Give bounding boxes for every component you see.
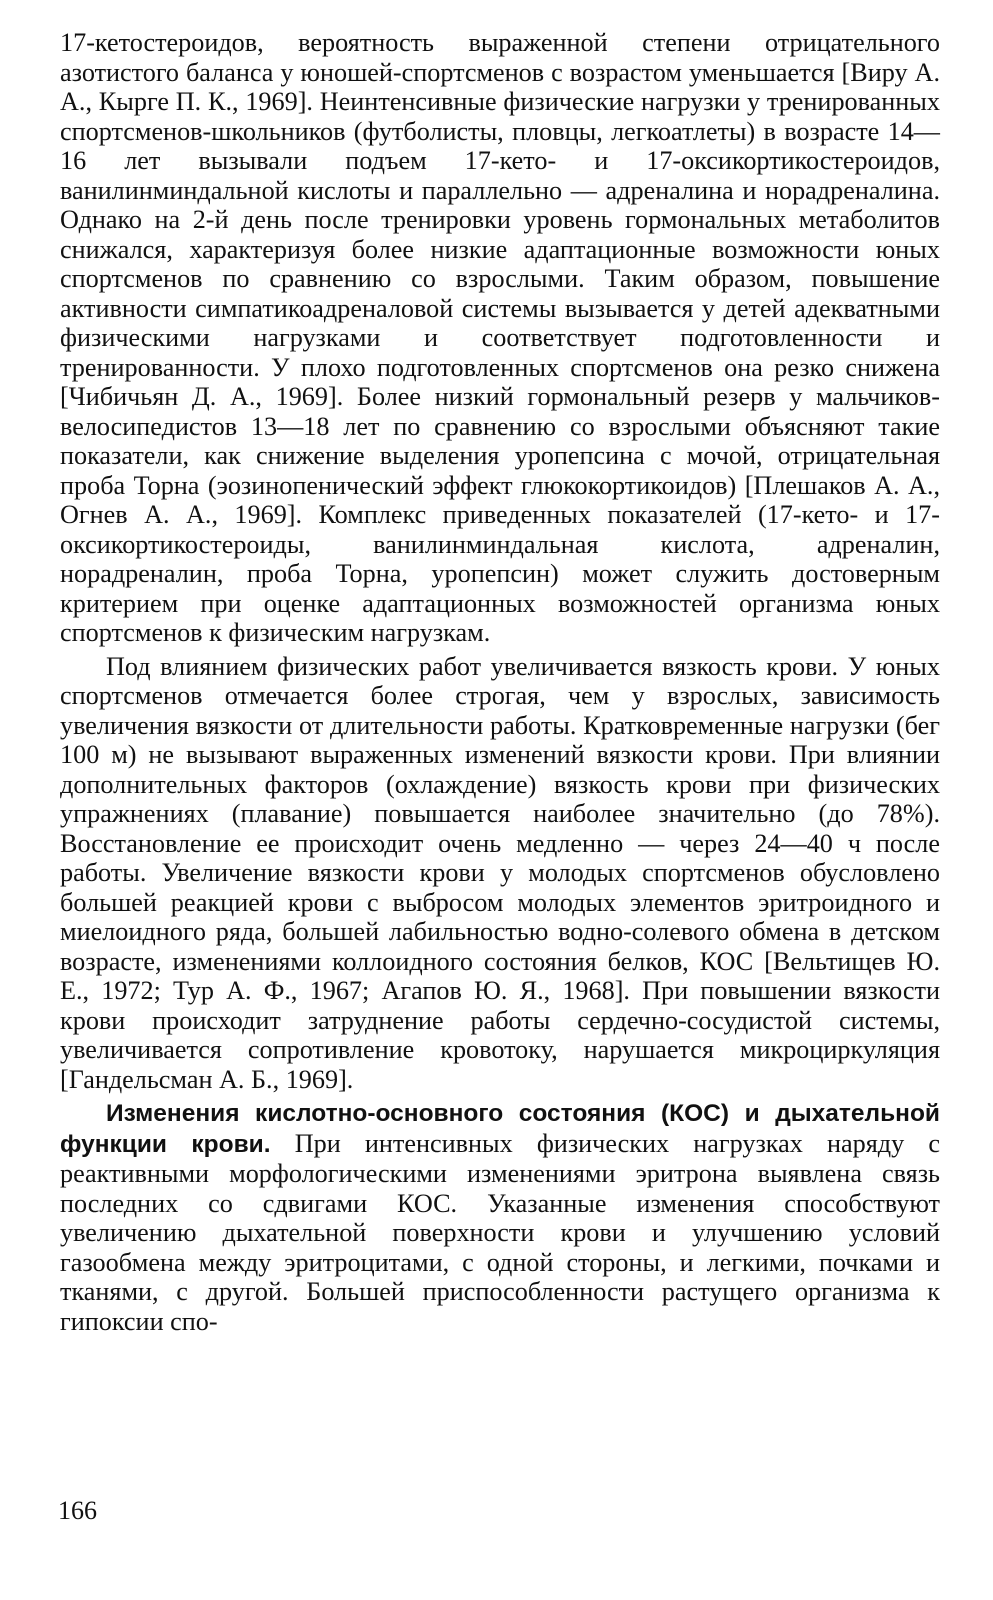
paragraph bbox=[60, 1098, 940, 1336]
paragraph: Под влиянием физических работ увеличивается вязкость крови. У юных спортсменов отмечается более строгая, чем у взрослых, зависимость увеличения вязкости от длительности работы. Кратковременные нагрузки (бег 100 м) не вызывают выраженных изменений вязкости крови. При влиянии дополнительных факторов (охлаждение) вязкость крови при физических упражнениях (плавание) повышается наиболее значительно (до 78%). Восстановление ее происходит очень медленно — через 24—40 ч после работы. Увеличение вязкости крови у молодых спортсменов обусловлено большей реакцией крови с выбросом молодых элементов эритроидного и миелоидного ряда, большей лабильностью водно-солевого обмена в детском возрасте, изменениями коллоидного состояния белков, КОС [Вельтищев Ю. Е., 1972; Тур А. Ф., 1967; Агапов Ю. Я., 1968]. При повышении вязкости крови происходит затруднение работы сердечно-сосудистой системы, увеличивается сопротивление кровотоку, нарушается микроциркуляция [Гандельсман А. Б., 1969]. bbox=[60, 651, 940, 1094]
page-body bbox=[60, 28, 940, 1336]
paragraph: 17-кетостероидов, вероятность выраженной степени отрицательного азотистого баланса у юношей-спортсменов с возрастом уменьшается [Виру А. А., Кырге П. К., 1969]. Неинтенсивные физические нагрузки у тренированных спортсменов-школьников (футболисты, пловцы, легкоатлеты) в возрасте 14—16 лет вызывали подъем 17-кето- и 17-оксикортикостероидов, ванилинминдальной кислоты и параллельно — адреналина и норадреналина. Однако на 2-й день после тренировки уровень гормональных метаболитов снижался, характеризуя более низкие адаптационные возможности юных спортсменов по сравнению со взрослыми. Таким образом, повышение активности симпатикоадреналовой системы вызывается у детей адекватными физическими нагрузками и соответствует подготовленности и тренированности. У плохо подготовленных спортсменов она резко снижена [Чибичьян Д. А., 1969]. Более низкий гормональный резерв у мальчиков-велосипедистов 13—18 лет по сравнению со взрослыми объясняют такие показатели, как снижение выделения уропепсина с мочой, отрицательная проба Торна (эозинопенический эффект глюкокортикоидов) [Плешаков А. А., Огнев А. А., 1969]. Комплекс приведенных показателей (17-кето- и 17-оксикортикостероиды, ванилинминдальная кислота, адреналин, норадреналин, проба Торна, уропепсин) может служить достоверным критерием при оценке адаптационных возможностей организма юных спортсменов к физическим нагрузкам. bbox=[60, 28, 940, 647]
paragraph-text: При интенсивных физических нагрузках наряду с реактивными морфологическими изменениями эритрона выявлена связь последних со сдвигами КОС. Указанные изменения способствуют увеличению дыхательной поверхности крови и улучшению условий газообмена между эритроцитами, с одной стороны, и легкими, почками и тканями, с другой. Большей приспособленности растущего организма к гипоксии спо- bbox=[60, 1128, 940, 1336]
section-heading: Изменения кислотно-основного состояния (КОС) и дыхательной функции крови. bbox=[60, 1100, 940, 1158]
page-number: 166 bbox=[58, 1496, 97, 1525]
